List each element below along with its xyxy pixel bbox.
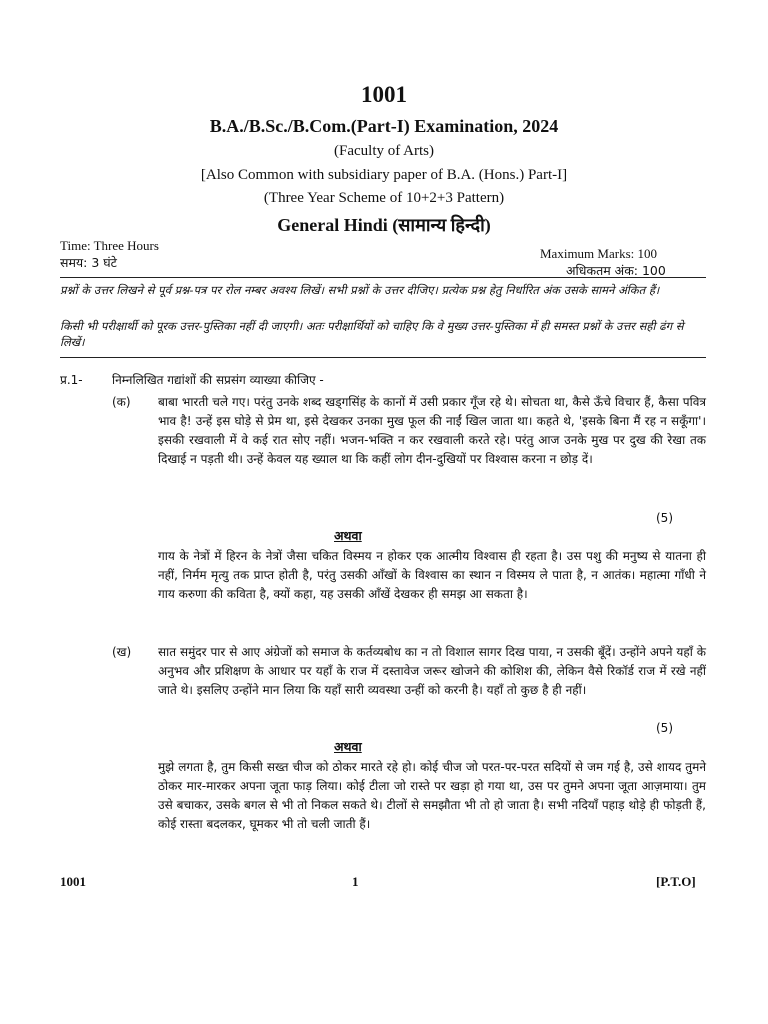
please-turn-over: [P.T.O] [656, 874, 696, 889]
paper-code: 1001 [361, 82, 407, 107]
passage-kha-alternative: मुझे लगता है, तुम किसी सख्त चीज को ठोकर मारते रहे हो। कोई चीज जो परत-पर-परत सदियों से जम गई है, उसे शायद तुमने ठोकर मार-मारकर अपना जूता फाड़ लिया। कोई टीला जो रास्ते पर खड़ा हो गया था, उस पर तुमने अपना जूता आज़माया। तुम उसे बचाकर, उसके बगल से भी तो निकल सकते थे। टीलों से समझौता भी तो हो जाता है। सभी नदियाँ पहाड़ थोड़े ही फोड़ती हैं, कोई रास्ता बदलकर, घूमकर भी तो चली जाती हैं। [158, 760, 706, 831]
scheme-line: (Three Year Scheme of 10+2+3 Pattern) [263, 190, 505, 206]
max-marks-english: Maximum Marks: 100 [540, 246, 657, 261]
max-marks-hindi: अधिकतम अंक: 100 [566, 263, 666, 278]
instruction-1: प्रश्नों के उत्तर लिखने से पूर्व प्रश्न-पत्र पर रोल नम्बर अवश्य लिखें। सभी प्रश्नों के उत्तर दीजिए। प्रत्येक प्रश्न हेतु निर्धारित अंक उसके सामने अंकित हैं। [60, 283, 660, 297]
passage-kha: सात समुंदर पार से आए अंग्रेजों को समाज के कर्तव्यबोध का न तो विशाल सागर दिख पाया, न उसकी बूँदें। उन्होंने अपने यहाँ के अनुभव और प्रशिक्षण के आधार पर यहाँ के राज में दस्तावेज जरूर खोजने की कोशिश की, लेकिन वैसे रिकॉर्ड राज में रखे नहीं जाते थे। इसलिए उन्होंने मान लिया कि यहाँ सारी व्यवस्था उन्हीं को करनी है। यहाँ तो कुछ है ही नहीं। [158, 645, 706, 697]
instruction-divider [60, 357, 706, 358]
question-number: प्र.1- [60, 373, 83, 387]
page-number: 1 [352, 874, 359, 889]
marks-ka: (5) [656, 511, 673, 525]
common-with-line: [Also Common with subsidiary paper of B.A. (Hons.) Part-I] [200, 167, 568, 183]
or-heading-ka: अथवा [334, 528, 362, 543]
footer-paper-code: 1001 [60, 874, 86, 889]
faculty-line: (Faculty of Arts) [334, 143, 434, 159]
passage-ka: बाबा भारती चले गए। परंतु उनके शब्द खड्गसिंह के कानों में उसी प्रकार गूँज रहे थे। सोचता था, कैसे ऊँचे विचार हैं, कैसा पवित्र भाव है! उन्हें इस घोड़े से प्रेम था, इसे देखकर उनका मुख फूल की नाईं खिल जाता था। कहते थे, 'इसके बिना मैं रह न सकूँगा'। इसकी रखवाली में वे कई रात सोए नहीं। भजन-भक्ति न कर रखवाली करते रहे। परंतु आज उनके मुख पर दुख की रेखा तक दिखाई न पड़ती थी। उन्हें केवल यह ख्याल था कि कहीं लोग दीन-दुखियों पर विश्वास करना न छोड़ दें। [158, 395, 706, 466]
or-heading-kha: अथवा [334, 739, 362, 754]
exam-title: B.A./B.Sc./B.Com.(Part-I) Examination, 2024 [209, 116, 559, 136]
subject-title: General Hindi (सामान्य हिन्दी) [277, 215, 491, 235]
instruction-2: किसी भी परीक्षार्थी को पूरक उत्तर-पुस्तिका नहीं दी जाएगी। अतः परीक्षार्थियों को चाहिए कि वे मुख्य उत्तर-पुस्तिका में ही समस्त प्रश्नों के उत्तर सही ढंग से लिखें। [60, 319, 684, 349]
part-label-kha: (ख) [112, 645, 132, 659]
marks-kha: (5) [656, 721, 673, 735]
time-english: Time: Three Hours [60, 238, 159, 253]
header-divider [60, 277, 706, 278]
time-hindi: समय: 3 घंटे [60, 255, 117, 270]
passage-ka-alternative: गाय के नेत्रों में हिरन के नेत्रों जैसा चकित विस्मय न होकर एक आत्मीय विश्वास ही रहता है। उस पशु की मनुष्य से यातना ही नहीं, निर्मम मृत्यु तक प्राप्त होती है, परंतु उसकी आँखों के विश्वास का स्थान न विस्मय ले पाता है, न आतंक। महात्मा गाँधी ने गाय करुणा की कविता है, क्यों कहा, यह उसकी आँखें देखकर ही समझ आ सकता है। [158, 549, 706, 601]
part-label-ka: (क) [112, 395, 131, 409]
question-prompt: निम्नलिखित गद्यांशों की सप्रसंग व्याख्या कीजिए - [112, 373, 324, 387]
